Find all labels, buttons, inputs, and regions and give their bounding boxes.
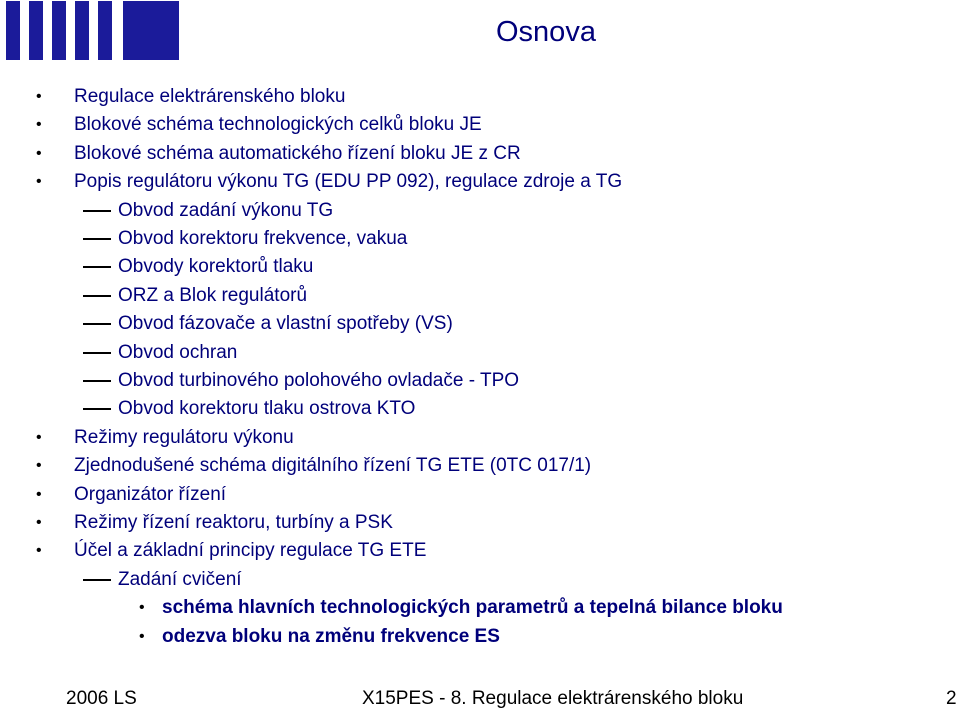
outline-item-text: Obvod korektoru frekvence, vakua xyxy=(118,228,408,249)
bullet-icon: • xyxy=(36,457,42,475)
dash-marker xyxy=(83,579,111,581)
dash-marker xyxy=(83,238,111,240)
page-number: 2 xyxy=(946,688,957,709)
bullet-icon: • xyxy=(36,428,42,446)
dash-marker xyxy=(83,266,111,268)
outline-item-text: ORZ a Blok regulátorů xyxy=(118,284,308,306)
logo-bar xyxy=(52,1,66,60)
bullet-icon: • xyxy=(139,627,145,645)
dash-marker xyxy=(83,380,111,382)
logo-bar xyxy=(75,1,89,60)
logo xyxy=(6,1,179,60)
outline-item-text: Režimy řízení reaktoru, turbíny a PSK xyxy=(74,512,393,533)
outline-item-text: Organizátor řízení xyxy=(74,483,227,505)
bullet-icon: • xyxy=(36,542,42,560)
outline-item-text: Blokové schéma automatického řízení bloku JE z CR xyxy=(74,142,521,164)
logo-bar xyxy=(6,1,20,60)
outline-item-text: schéma hlavních technologických parametrů a tepelná bilance bloku xyxy=(162,597,783,619)
dash-marker xyxy=(83,408,111,410)
dash-marker xyxy=(83,210,111,212)
logo-bar xyxy=(29,1,43,60)
bullet-icon: • xyxy=(36,144,42,162)
outline-item-text: Obvod fázovače a vlastní spotřeby (VS) xyxy=(118,313,453,335)
bullet-icon: • xyxy=(36,116,42,134)
dash-marker xyxy=(83,352,111,354)
bullet-icon: • xyxy=(36,173,42,191)
footer-date: 2006 LS xyxy=(66,688,137,709)
slide-title: Osnova xyxy=(496,16,596,48)
outline-item-text: Regulace elektrárenského bloku xyxy=(74,86,346,107)
outline-item-text: Účel a základní principy regulace TG ETE xyxy=(74,540,427,562)
outline-item-text: Obvod turbinového polohového ovladače - TPO xyxy=(118,370,520,391)
outline-item-text: Režimy regulátoru výkonu xyxy=(74,426,294,448)
outline-item-text: Popis regulátoru výkonu TG (EDU PP 092), regulace zdroje a TG xyxy=(74,171,623,193)
dash-marker xyxy=(83,323,111,325)
dash-marker xyxy=(83,295,111,297)
outline-item-text: Obvody korektorů tlaku xyxy=(118,256,314,278)
logo-block xyxy=(123,1,179,60)
bullet-icon: • xyxy=(36,514,42,531)
slide-footer xyxy=(0,688,960,716)
bullet-icon: • xyxy=(139,599,145,617)
footer-course-title: X15PES - 8. Regulace elektrárenského bloku xyxy=(362,688,744,709)
outline-item-text: Zjednodušené schéma digitálního řízení TG ETE (0TC 017/1) xyxy=(74,455,592,477)
logo-bar xyxy=(98,1,112,60)
outline-item-text: Zadání cvičení xyxy=(118,568,242,590)
outline-item-text: Obvod korektoru tlaku ostrova KTO xyxy=(118,398,416,420)
outline-item-text: Obvod zadání výkonu TG xyxy=(118,199,334,221)
outline-item-text: Obvod ochran xyxy=(118,341,238,363)
bullet-icon: • xyxy=(36,88,42,105)
outline-item-text: odezva bloku na změnu frekvence ES xyxy=(162,625,500,647)
bullet-icon: • xyxy=(36,485,42,503)
outline-item-text: Blokové schéma technologických celků bloku JE xyxy=(74,114,482,136)
